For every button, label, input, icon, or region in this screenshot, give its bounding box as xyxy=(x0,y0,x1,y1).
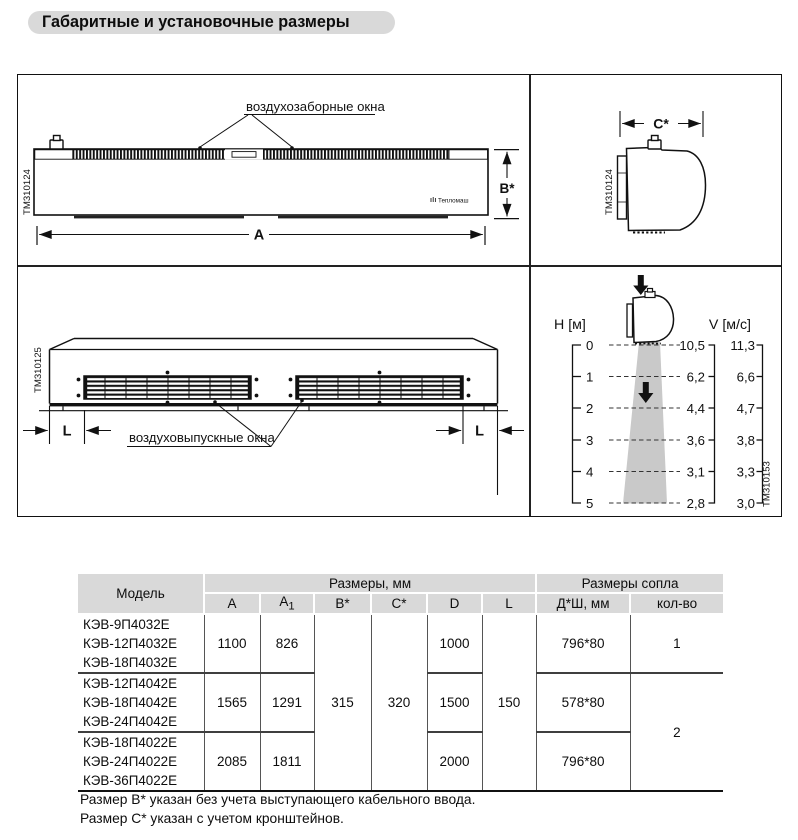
leader-line xyxy=(271,401,302,447)
dim-l-left-label: L xyxy=(62,423,72,440)
value-c-shared: 320 xyxy=(371,614,427,791)
outlet-grille-right xyxy=(289,371,471,405)
drawing-code-front: ТМ310124 xyxy=(22,169,33,215)
value-nozzle-size: 578*80 xyxy=(536,673,630,732)
height-tick: 1 xyxy=(586,369,594,385)
col-header-a: A xyxy=(204,593,260,614)
footnote-c: Размер С* указан с учетом кронштейнов. xyxy=(80,810,344,826)
value-a1: 826 xyxy=(260,614,314,673)
col-header-a1: $A_1$ xyxy=(260,593,314,614)
value-d: 1000 xyxy=(427,614,482,673)
teplomash-logo: Тепломаш xyxy=(438,197,469,205)
outlet-grille-left xyxy=(77,371,259,405)
col-group-sizes: Размеры, мм xyxy=(204,574,536,593)
height-tick: 4 xyxy=(586,464,594,480)
dim-l-right-label: L xyxy=(475,423,484,440)
bottom-view-drawing xyxy=(18,267,531,517)
cable-gland xyxy=(50,140,63,149)
footnote-b: Размер В* указан без учета выступающего кабельного ввода. xyxy=(80,792,476,807)
height-axis-label: H [м] xyxy=(554,317,586,333)
page-title: Габаритные и установочные размеры xyxy=(28,11,395,34)
intake-windows-label: воздухозаборные окна xyxy=(246,99,385,114)
value-a1: 1811 xyxy=(260,732,314,791)
value-nozzle-size: 796*80 xyxy=(536,614,630,673)
air-curtain-profile xyxy=(627,147,706,230)
col-header-nozzle-count: кол-во xyxy=(630,593,723,614)
value-d: 1500 xyxy=(427,673,482,732)
dim-b-label: B* xyxy=(499,181,515,196)
velocity-value: 4,4 xyxy=(686,400,705,416)
value-d: 2000 xyxy=(427,732,482,791)
velocity-value: 6,2 xyxy=(686,369,705,385)
col-header-nozzle-size: Д*Ш, мм xyxy=(536,593,630,614)
side-view-drawing xyxy=(529,75,781,267)
mounting-bracket xyxy=(618,156,627,219)
leader-line xyxy=(252,115,292,147)
leader-line xyxy=(200,115,248,147)
dimensions-table xyxy=(78,574,723,792)
height-tick: 0 xyxy=(586,337,594,353)
drawing-code-side: ТМ310124 xyxy=(604,169,615,215)
value-a: 2085 xyxy=(204,732,260,791)
value-nozzle-size: 796*80 xyxy=(536,732,630,791)
model-cell: КЭВ-9П4032Е КЭВ-12П4032Е КЭВ-18П4032Е xyxy=(78,614,204,673)
velocity-value: 10,5 xyxy=(679,337,705,353)
height-tick: 5 xyxy=(586,495,594,511)
dim-c-label: C* xyxy=(653,115,669,132)
height-tick: 2 xyxy=(586,400,594,416)
airflow-diagram xyxy=(529,267,781,517)
drawing-code-airflow: ТМ310153 xyxy=(761,461,773,507)
dimension-drawings-panel xyxy=(17,74,782,517)
value-nozzle-count: 2 xyxy=(630,673,723,791)
value-a: 1100 xyxy=(204,614,260,673)
model-cell: КЭВ-12П4042Е КЭВ-18П4042Е КЭВ-24П4042Е xyxy=(78,673,204,732)
value-a: 1565 xyxy=(204,673,260,732)
air-jet-cone xyxy=(623,342,667,504)
velocity-value: 6,6 xyxy=(736,369,755,385)
dim-a-label: A xyxy=(253,227,265,244)
velocity-value: 11,3 xyxy=(730,337,755,353)
outlet-windows-label: воздуховыпускные окна xyxy=(129,430,275,445)
drawing-code-bottom: ТМ310125 xyxy=(33,347,44,393)
col-header-c: C* xyxy=(371,593,427,614)
cable-gland xyxy=(648,140,661,149)
col-header-l: L xyxy=(482,593,536,614)
value-nozzle-count: 1 xyxy=(630,614,723,673)
col-header-d: D xyxy=(427,593,482,614)
velocity-value: 3,6 xyxy=(686,432,705,448)
height-tick: 3 xyxy=(586,432,594,448)
col-header-b: B* xyxy=(314,593,371,614)
panel-divider-horizontal xyxy=(18,265,781,267)
velocity-axis-label: V [м/с] xyxy=(708,317,751,333)
col-header-model: Модель xyxy=(78,574,204,614)
velocity-value: 3,0 xyxy=(736,495,755,511)
panel-divider-vertical xyxy=(529,75,531,516)
velocity-value: 4,7 xyxy=(736,400,755,416)
velocity-value: 3,3 xyxy=(736,464,755,480)
value-b-shared: 315 xyxy=(314,614,371,791)
table-row xyxy=(78,614,723,673)
velocity-value: 3,1 xyxy=(686,464,705,480)
velocity-value: 2,8 xyxy=(686,495,705,511)
value-a1: 1291 xyxy=(260,673,314,732)
velocity-value: 3,8 xyxy=(736,432,755,448)
col-group-nozzle: Размеры сопла xyxy=(536,574,723,593)
front-view-drawing xyxy=(18,75,531,267)
model-cell: КЭВ-18П4022Е КЭВ-24П4022Е КЭВ-36П4022Е xyxy=(78,732,204,791)
value-l-shared: 150 xyxy=(482,614,536,791)
air-curtain-silhouette xyxy=(627,289,674,344)
footnotes xyxy=(80,791,475,828)
